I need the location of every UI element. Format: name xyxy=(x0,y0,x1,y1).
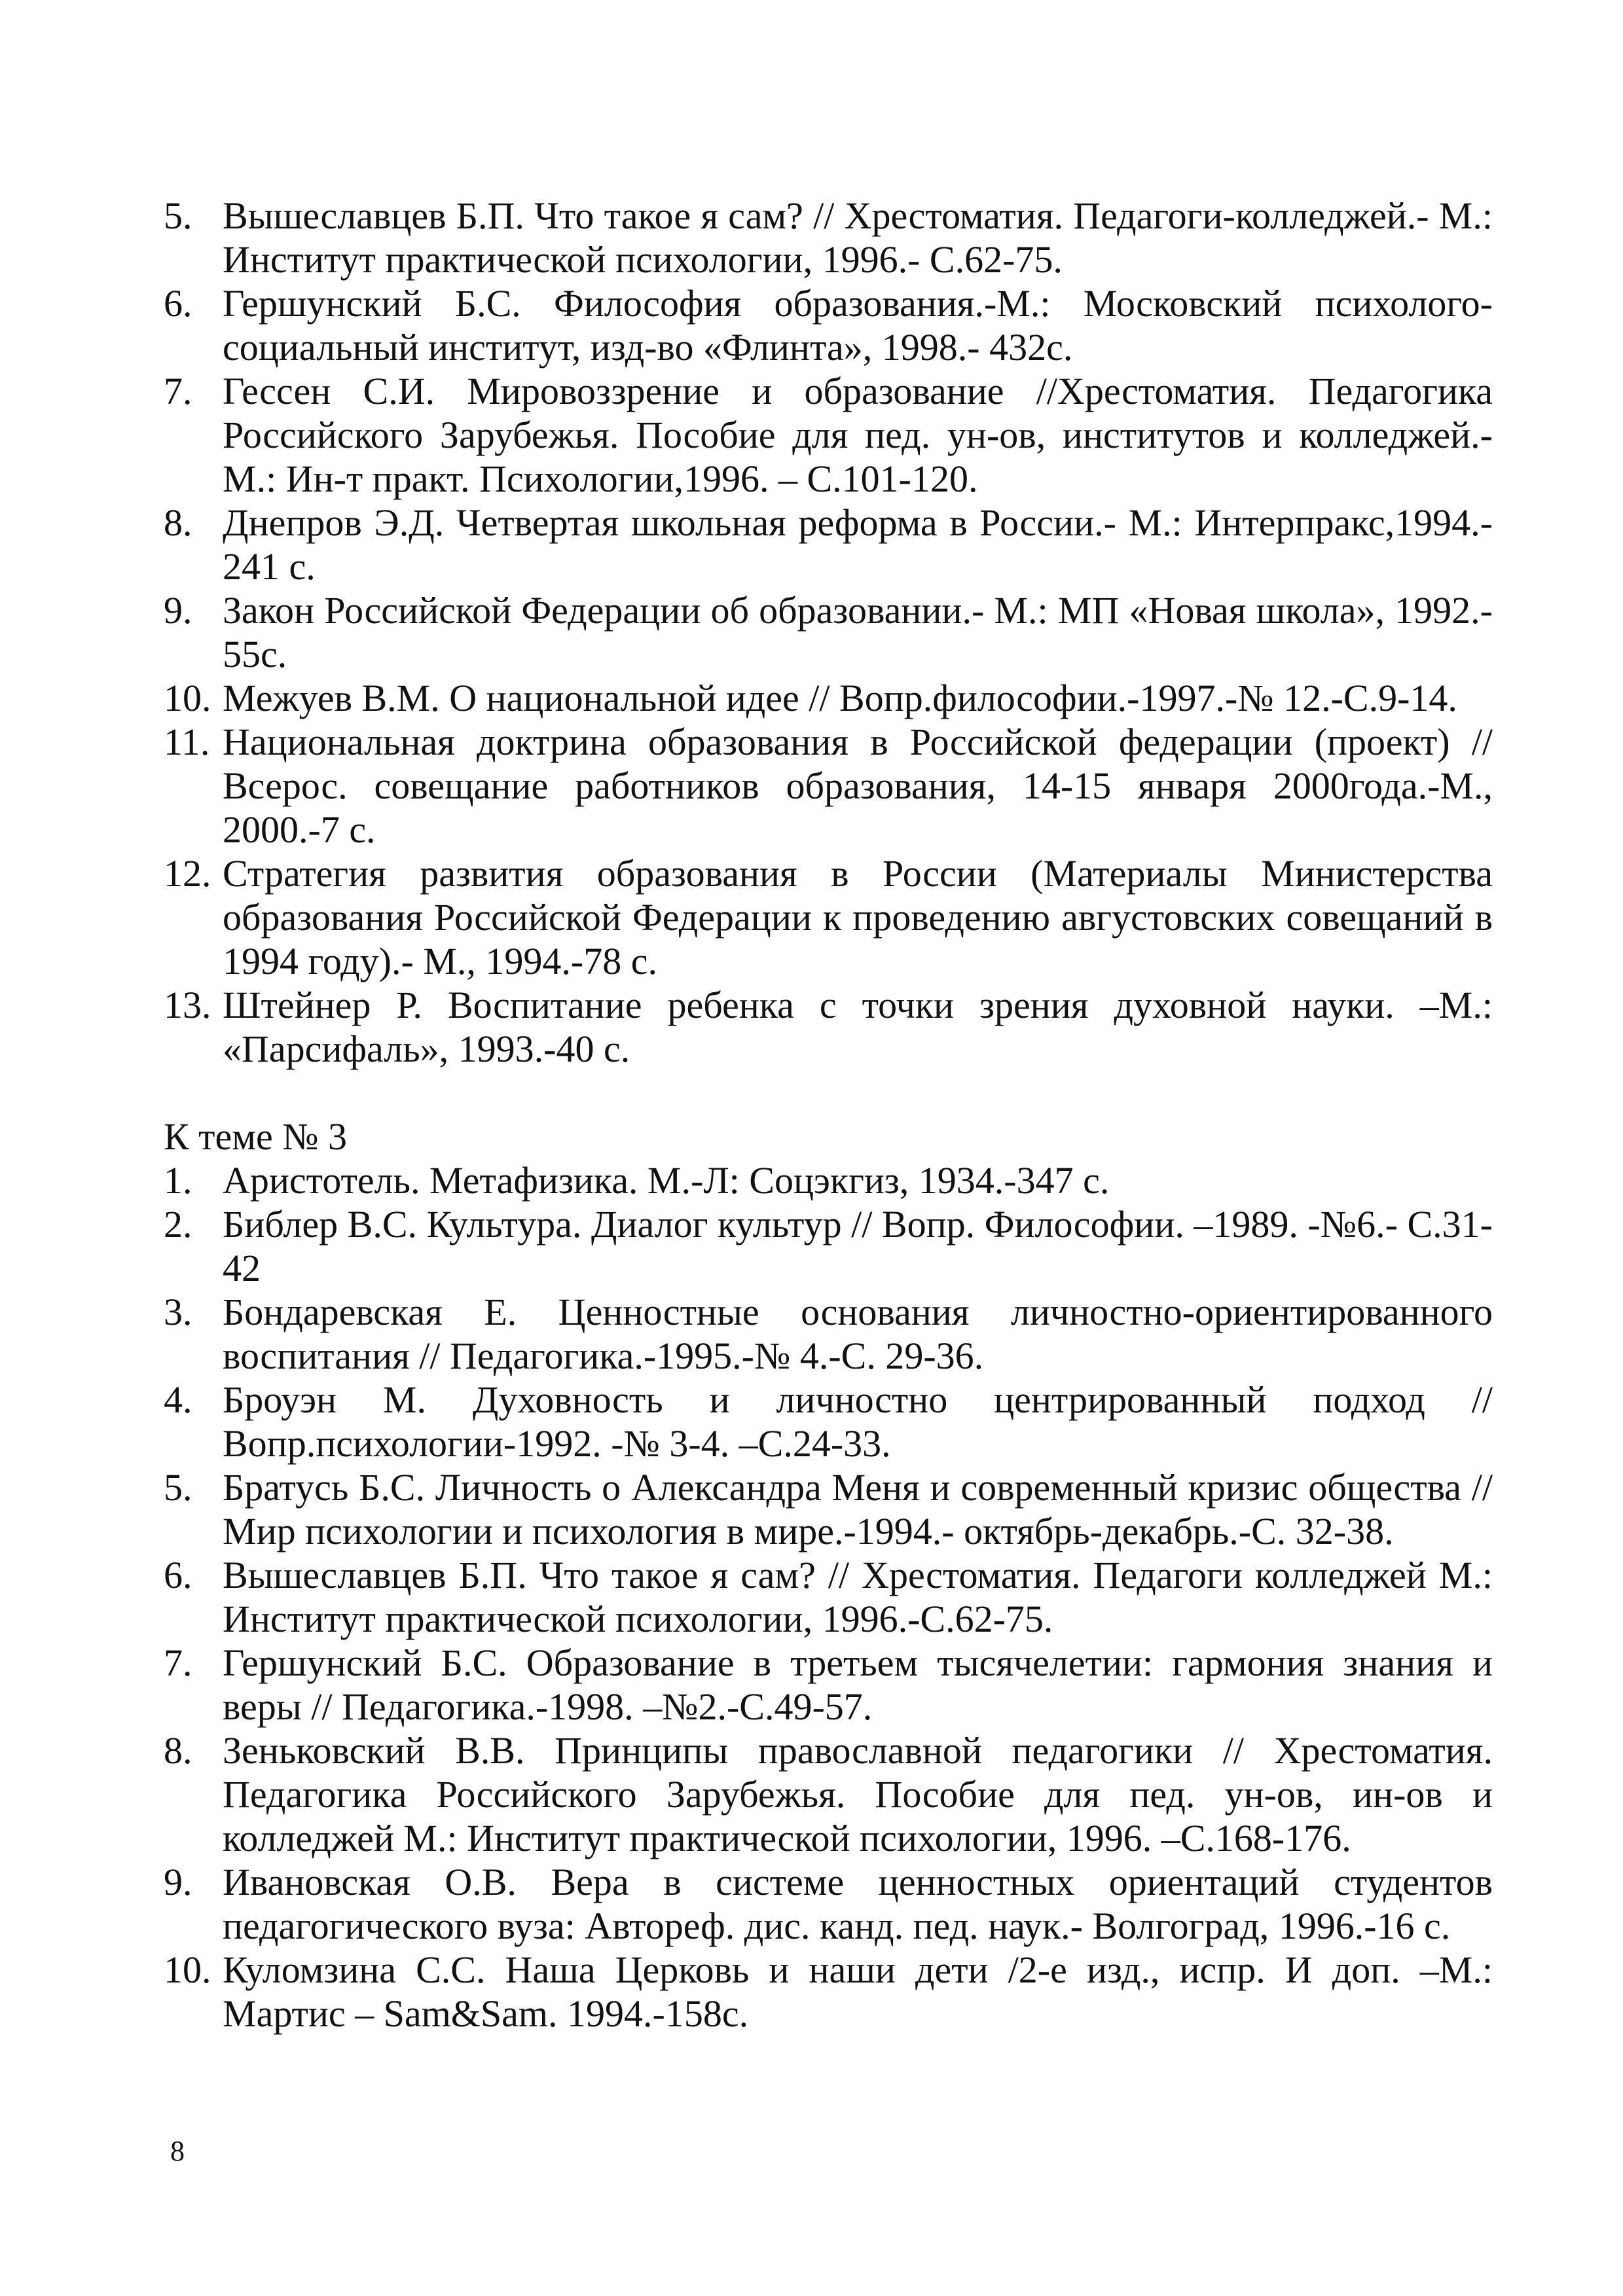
reference-number: 10. xyxy=(164,677,211,719)
reference-number: 9. xyxy=(164,1861,192,1903)
reference-text: Днепров Э.Д. Четвертая школьная реформа в России.- М.: Интерпракс,1994.- 241 с. xyxy=(223,501,1493,588)
reference-number: 2. xyxy=(164,1203,192,1246)
reference-text: Гершунский Б.С. Образование в третьем тысячелетии: гармония знания и веры // Педагогика.-1998. –№2.-С.49-57. xyxy=(223,1641,1493,1728)
reference-item xyxy=(164,1465,1493,1553)
section-spacer xyxy=(164,1071,1493,1115)
reference-text: Закон Российской Федерации об образовании.- М.: МП «Новая школа», 1992.- 55с. xyxy=(223,589,1493,675)
reference-item xyxy=(164,1290,1493,1378)
reference-list-topic-2 xyxy=(164,194,1493,1071)
reference-number: 6. xyxy=(164,282,192,325)
section-heading: К теме № 3 xyxy=(164,1115,348,1158)
reference-text: Бондаревская Е. Ценностные основания личностно-ориентированного воспитания // Педагогика.-1995.-№ 4.-С. 29-36. xyxy=(223,1291,1493,1377)
reference-number: 8. xyxy=(164,501,192,544)
reference-number: 5. xyxy=(164,194,192,237)
reference-text: Гессен С.И. Мировоззрение и образование //Хрестоматия. Педагогика Российского Зарубежья. Пособие для пед. ун-ов, институтов и колледжей.- М.: Ин-т практ. Психологии,1996. – С.101-120. xyxy=(223,370,1493,500)
reference-item xyxy=(164,676,1493,720)
reference-item xyxy=(164,1378,1493,1465)
reference-item xyxy=(164,501,1493,588)
reference-text: Вышеславцев Б.П. Что такое я сам? // Хрестоматия. Педагоги-колледжей.- М.: Институт практической психологии, 1996.- С.62-75. xyxy=(223,194,1493,281)
reference-text: Библер В.С. Культура. Диалог культур // Вопр. Философии. –1989. -№6.- С.31-42 xyxy=(223,1203,1493,1289)
reference-number: 8. xyxy=(164,1729,192,1772)
reference-text: Гершунский Б.С. Философия образования.-М.: Московский психолого-социальный институт, изд-во «Флинта», 1998.- 432с. xyxy=(223,282,1493,368)
reference-item xyxy=(164,1729,1493,1860)
reference-text: Броуэн М. Духовность и личностно центрированный подход //Вопр.психологии-1992. -№ 3-4. –С.24-33. xyxy=(223,1378,1493,1465)
reference-number: 5. xyxy=(164,1466,192,1509)
reference-item xyxy=(164,983,1493,1071)
reference-item xyxy=(164,281,1493,369)
reference-item xyxy=(164,1948,1493,2036)
reference-text: Штейнер Р. Воспитание ребенка с точки зрения духовной науки. –М.: «Парсифаль», 1993.-40 с. xyxy=(223,984,1493,1070)
reference-number: 1. xyxy=(164,1159,192,1202)
reference-item xyxy=(164,588,1493,676)
reference-item xyxy=(164,369,1493,501)
reference-text: Стратегия развития образования в России (Материалы Министерства образования Российской Федерации к проведению августовских совещаний в 1994 году).- М., 1994.-78 с. xyxy=(223,852,1493,982)
reference-number: 7. xyxy=(164,1641,192,1684)
reference-number: 12. xyxy=(164,852,211,895)
reference-text: Куломзина С.С. Наша Церковь и наши дети /2-е изд., испр. И доп. –М.: Мартис – Sam&Sam. 1994.-158с. xyxy=(223,1948,1493,2035)
reference-text: Вышеславцев Б.П. Что такое я сам? // Хрестоматия. Педагоги колледжей М.: Институт практической психологии, 1996.-С.62-75. xyxy=(223,1554,1493,1640)
reference-item xyxy=(164,1553,1493,1641)
reference-number: 3. xyxy=(164,1291,192,1333)
reference-text: Зеньковский В.В. Принципы православной педагогики // Хрестоматия. Педагогика Российского Зарубежья. Пособие для пед. ун-ов, ин-ов и колледжей М.: Институт практической психологии, 1996. –С.168-176. xyxy=(223,1729,1493,1859)
reference-text: Аристотель. Метафизика. М.-Л: Соцэкгиз, 1934.-347 с. xyxy=(223,1159,1110,1202)
reference-number: 4. xyxy=(164,1378,192,1421)
reference-text: Межуев В.М. О национальной идее // Вопр.философии.-1997.-№ 12.-С.9-14. xyxy=(223,677,1457,719)
reference-item xyxy=(164,1641,1493,1729)
page-number: 8 xyxy=(170,2135,185,2167)
reference-number: 6. xyxy=(164,1554,192,1596)
reference-number: 11. xyxy=(164,721,210,763)
reference-item xyxy=(164,720,1493,852)
reference-text: Братусь Б.С. Личность о Александра Меня и современный кризис общества // Мир психологии и психология в мире.-1994.- октябрь-декабрь.-С. 32-38. xyxy=(223,1466,1493,1552)
reference-item xyxy=(164,852,1493,983)
reference-number: 9. xyxy=(164,589,192,632)
reference-text: Ивановская О.В. Вера в системе ценностных ориентаций студентов педагогического вуза: Автореф. дис. канд. пед. наук.- Волгоград, 1996.-16 с. xyxy=(223,1861,1493,1947)
reference-item xyxy=(164,1202,1493,1290)
reference-item xyxy=(164,1860,1493,1948)
reference-number: 7. xyxy=(164,370,192,412)
reference-item xyxy=(164,194,1493,281)
reference-number: 13. xyxy=(164,984,211,1026)
reference-number: 10. xyxy=(164,1948,211,1991)
page-content xyxy=(164,194,1493,2036)
reference-list-topic-3 xyxy=(164,1158,1493,2036)
reference-item xyxy=(164,1158,1493,1202)
reference-text: Национальная доктрина образования в Российской федерации (проект) // Всерос. совещание работников образования, 14-15 января 2000года.-М., 2000.-7 с. xyxy=(223,721,1493,851)
